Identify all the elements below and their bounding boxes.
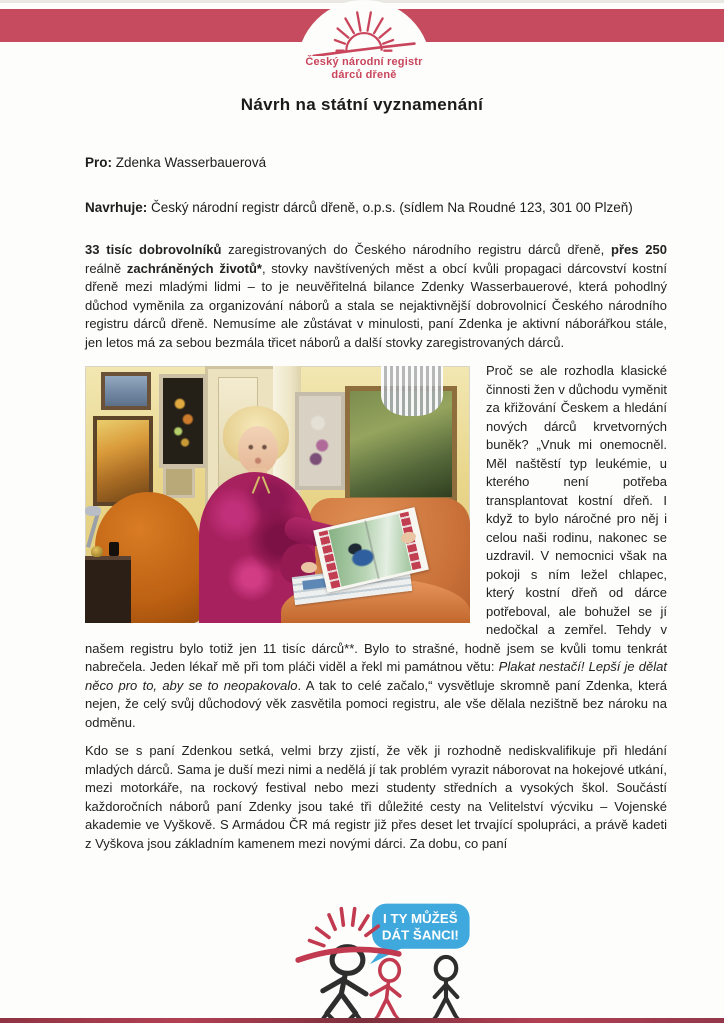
child-stick-figure bbox=[371, 960, 400, 1021]
photo-of-zdenka bbox=[85, 366, 470, 623]
recipient-value: Zdenka Wasserbauerová bbox=[112, 155, 267, 170]
photo-brass-bell bbox=[91, 546, 103, 557]
page-title: Návrh na státní vyznamenání bbox=[240, 95, 484, 114]
photo-cup bbox=[109, 542, 119, 556]
photo-painting-bouquet bbox=[295, 392, 345, 490]
registry-logo bbox=[297, 10, 431, 81]
photo-painting-small-landscape bbox=[101, 372, 151, 410]
registry-name-line1: Český národní registr bbox=[305, 56, 423, 68]
registry-name-line2: dárců dřeně bbox=[331, 68, 397, 81]
speech-bubble bbox=[370, 904, 470, 965]
recipient-line bbox=[85, 155, 266, 170]
proposer-value: Český národní registr dárců dřeně, o.p.s. (sídlem Na Roudné 123, 301 00 Plzeň) bbox=[147, 200, 633, 215]
photo-lamp-shade bbox=[85, 506, 101, 516]
footer-mascots bbox=[290, 894, 485, 1024]
photo-magazine-picture bbox=[328, 514, 411, 587]
paragraph-story-text: Proč se ale rozhodla klasické činnosti žen v důchodu vyměnit za křižování Českem a hledání nových dárců krvetvorných buněk? „Vnuk mi onemocněl. Měl naštěstí typ leukémie, u kterého není potřeba transplantovat kostní dřeň. I když to bylo náročné pro něj i celou naši rodinu, nakonec se uzdravil. V nemocnici však na pokoji s ním ležel chlapec, který kostní dřeň od dárce potřeboval, ale bohužel se jí nedočkal a zemřel. Tehdy v našem registru bylo totiž jen 11 tisíc dárců**. Bylo to strašné, hodně jsem se kvůli tomu tenkrát nabrečela. Jeden lékař mě při tom pláči viděl a řekl mi památnou větu: Plakat nestačí! Lepší je dělat něco pro to, aby se to neopakovalo. A tak to celé začalo,“ vysvětluje skromně paní Zdenka, která nejen, že celý svůj důchodový věk zasvětila pomoci registru, ale vše dělala nezištně bez nároku na odměnu. bbox=[85, 363, 667, 730]
photo-painting-dark-flowers bbox=[159, 374, 207, 468]
paragraph-recruiting: Kdo se s paní Zdenkou setká, velmi brzy zjistí, že věk ji rozhodně nediskvalifikuje při hledání mladých dárců. Sama je duší mezi nimi a nedělá jí tak problém vyrazit náborovat na hokejové utkání, mezi motorkáře, na rockový festival nebo mezi studenty středních a vysokých škol. Součástí každoročních náborů paní Zdenky jsou také tři důležité cesty na Velitelství výcviku – Vojenské akademie ve Vyškově. S Armádou ČR má registr již přes deset let trvající spolupráci, a právě kadeti z Vyškova jsou základním kamenem mezi novými dárci. Za dobu, co paní bbox=[85, 743, 667, 851]
sun-rays-icon bbox=[310, 909, 379, 946]
photo-chandelier bbox=[381, 366, 443, 416]
proposer-line bbox=[85, 200, 633, 215]
paragraph-intro: 33 tisíc dobrovolníků zaregistrovaných do Českého národního registru dárců dřeně, přes 250 reálně zachráněných životů*, stovky navštívených měst a obcí kvůli propagaci dárcovství kostní dřeně mezi mladými lidmi – to je neuvěřitelná bilance Zdenky Wasserbauerové, která pohodlný důchod vyměnila za organizování náborů a stala se nejaktivnější dobrovolnicí Českého národního registru dárců dřeně. Nemusíme ale zůstávat v minulosti, paní Zdenka je aktivní náborářkou stále, jen letos má za sebou bezmála třicet náborů a další stovky zaregistrovaných dárců. bbox=[85, 242, 667, 350]
bubble-text-line1: I TY MŮŽEŠ bbox=[383, 911, 458, 927]
adult-stick-figure bbox=[322, 947, 366, 1021]
document-body bbox=[85, 241, 667, 853]
photo-side-table bbox=[85, 556, 131, 623]
bottom-scan-line bbox=[0, 1018, 724, 1023]
photo-woman-hand bbox=[301, 562, 317, 573]
bubble-text-line2: DÁT ŠANCI! bbox=[381, 927, 459, 943]
paragraph-story bbox=[85, 362, 667, 732]
proposer-label: Navrhuje: bbox=[85, 200, 148, 215]
photo-painting-mini bbox=[163, 466, 195, 498]
recipient-label: Pro: bbox=[85, 155, 112, 170]
photo-woman-face bbox=[238, 426, 278, 473]
third-stick-figure bbox=[433, 957, 460, 1021]
sunrise-icon bbox=[297, 10, 431, 56]
